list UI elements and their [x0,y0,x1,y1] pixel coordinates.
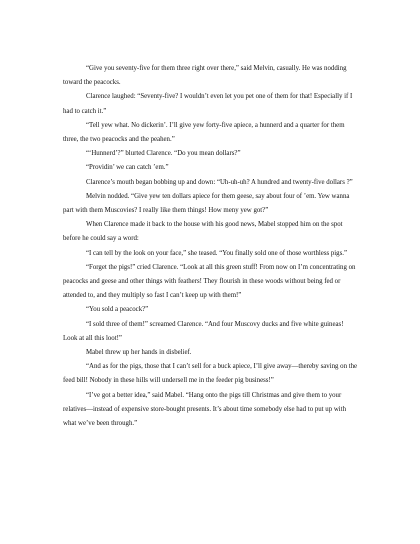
paragraph: When Clarence made it back to the house with his good news, Mabel stopped him on the spot before he could say a word: [63,221,343,243]
paragraph: Mabel threw up her hands in disbelief. [86,349,192,357]
paragraph: “Give you seventy-five for them three right over there,” said Melvin, casually. He was nodding toward the peacocks. [63,65,347,87]
paragraph: “‘Hunnerd’?” blurted Clarence. “Do you mean dollars?” [86,150,241,158]
paragraph: “I can tell by the look on your face,” she teased. “You finally sold one of those worthless pigs.” [86,249,348,257]
paragraph: Clarence’s mouth began bobbing up and down: “Uh-uh-uh? A hundred and twenty-five dollars ?” [86,178,353,186]
page-text [63,62,359,431]
paragraph: “You sold a peacock?” [86,306,149,314]
paragraph: Clarence laughed: “Seventy-five? I wouldn’t even let you pet one of them for that! Especially if I had to catch it.” [63,93,353,115]
paragraph: “And as for the pigs, those that I can’t sell for a buck apiece, I’ll give away—thereby saving on the feed bill! Nobody in these hills will undersell me in the feeder pig business!” [63,363,358,385]
paragraph: “Providin’ we can catch ’em.” [86,164,169,172]
paragraph: “I sold three of them!” screamed Clarence. “And four Muscovy ducks and five white guineas! Look at all this loot!” [63,320,344,342]
paragraph: Melvin nodded. “Give yew ten dollars apiece for them geese, say about four of ’em. Yew wanna part with them Muscovies? I really like them things! How meny yew got?” [63,192,350,215]
paragraph: “Forget the pigs!” cried Clarence. “Look at all this green stuff! From now on I’m concentrating on peacocks and geese and other things with feathers! They flourish in these woods without being fed or attended to, and they multiply so fast I can’t keep up with them!” [63,263,356,300]
paragraph: “Tell yew what. No dickerin’. I’ll give yew forty-five apiece, a hunnerd and a quarter for them three, the two peacocks and the peahen.” [63,121,345,144]
paragraph: “I’ve got a better idea,” said Mabel. “Hang onto the pigs till Christmas and give them to your relatives—instead of expensive store-bought presents. It’s about time somebody else had to put up with what we’ve been through.” [63,391,347,428]
